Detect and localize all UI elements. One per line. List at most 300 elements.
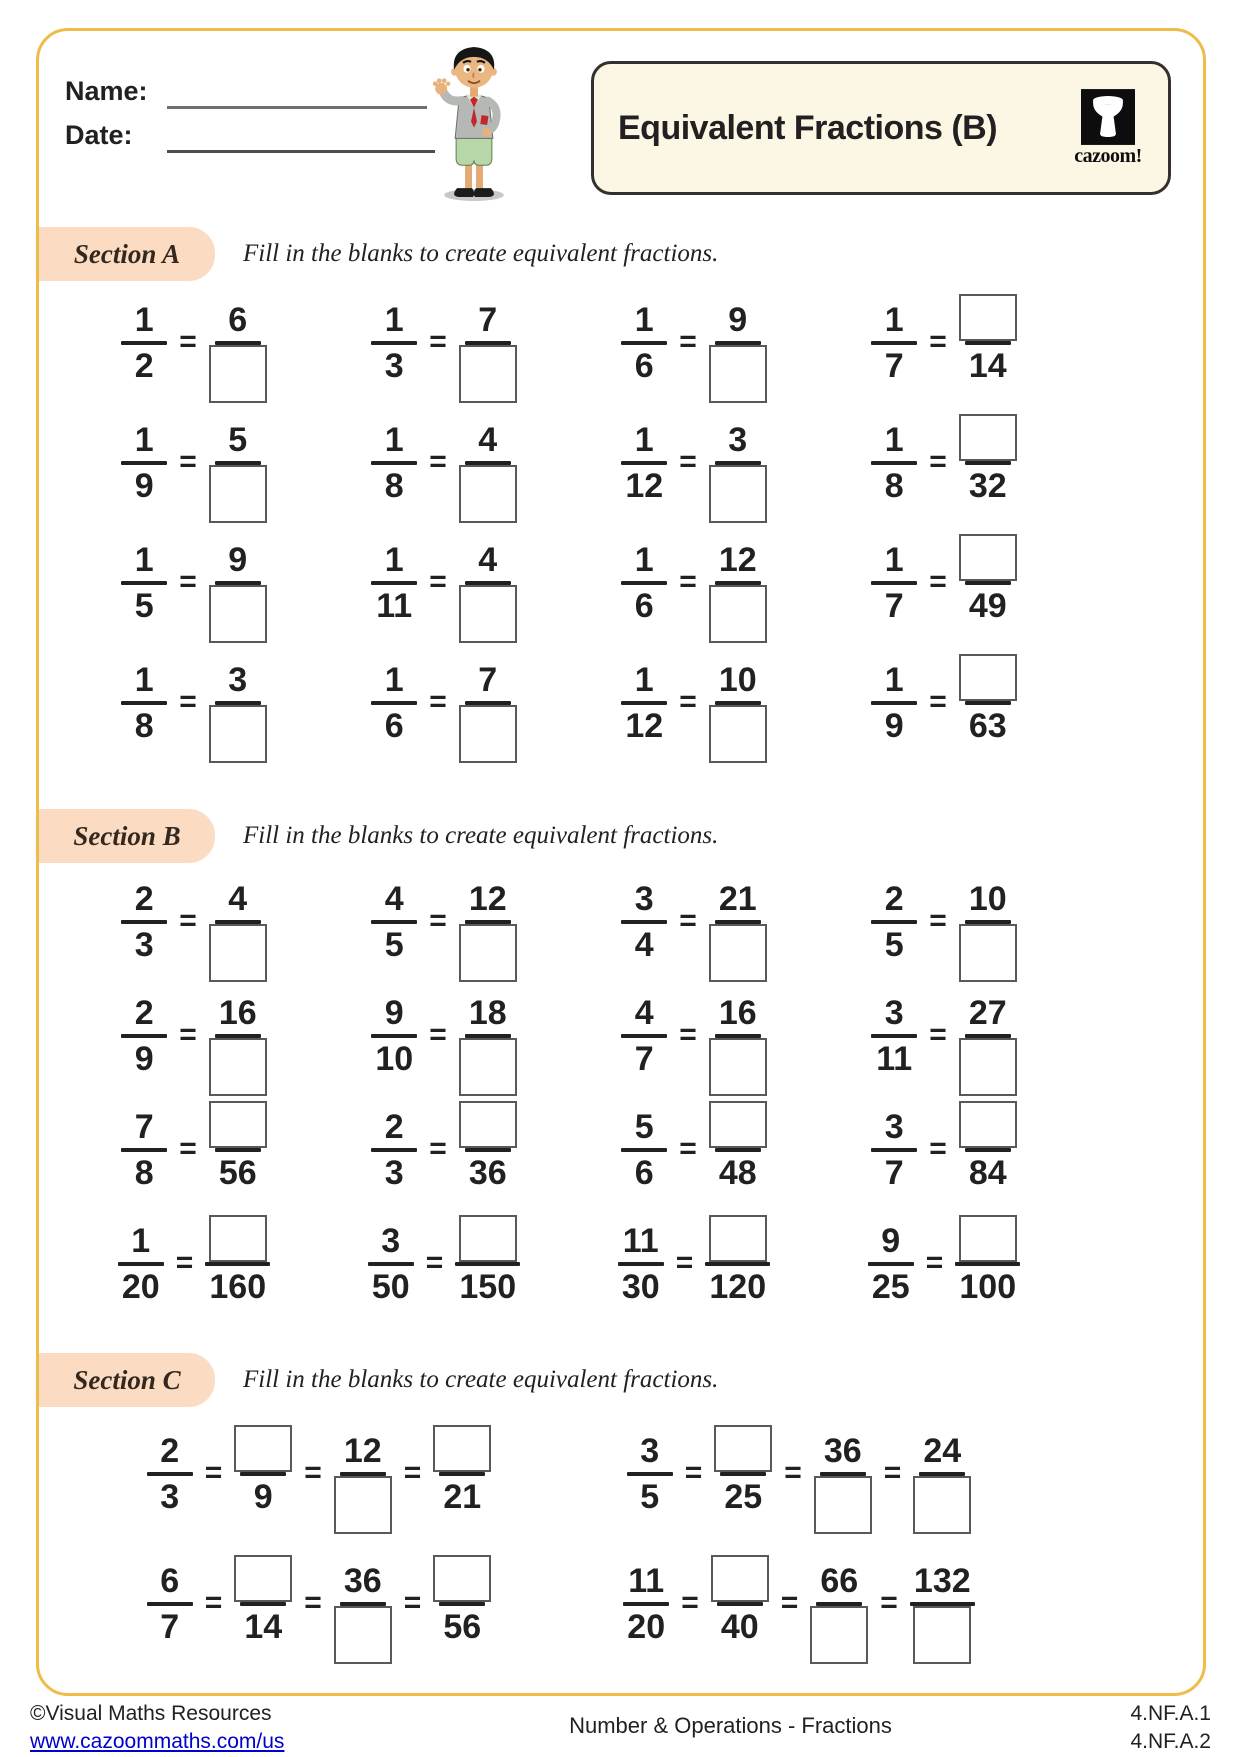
fraction-denominator <box>133 1038 156 1100</box>
fraction <box>121 291 167 407</box>
fraction-number: 7 <box>478 301 498 339</box>
fraction-denominator <box>967 1152 1009 1214</box>
answer-box[interactable] <box>433 1555 491 1602</box>
fraction-denominator <box>638 1476 661 1538</box>
fraction-denominator <box>883 585 906 647</box>
fraction-numerator <box>711 1552 769 1602</box>
fraction-numerator <box>226 291 249 341</box>
fraction-numerator <box>633 1098 656 1148</box>
answer-box[interactable] <box>959 414 1017 461</box>
fraction-denominator <box>967 465 1009 527</box>
answer-box[interactable] <box>709 465 767 523</box>
answer-box[interactable] <box>459 585 517 643</box>
answer-box[interactable] <box>959 654 1017 701</box>
problems-grid <box>79 1415 1203 1675</box>
answer-box[interactable] <box>709 345 767 403</box>
fraction <box>371 984 417 1100</box>
fraction-number: 4 <box>634 926 654 964</box>
fraction-number: 1 <box>134 661 154 699</box>
fraction <box>705 1212 770 1328</box>
fraction <box>871 651 917 767</box>
fraction-number: 6 <box>384 707 404 745</box>
equals-sign: = <box>784 1456 802 1489</box>
worksheet-title: Equivalent Fractions (B) <box>618 108 998 147</box>
equals-sign: = <box>179 685 197 718</box>
answer-box[interactable] <box>334 1476 392 1534</box>
fraction <box>711 1552 769 1668</box>
fraction-number: 11 <box>622 1222 659 1260</box>
fraction-problem <box>319 409 569 529</box>
fraction-denominator <box>625 1606 667 1668</box>
fraction <box>121 1098 167 1214</box>
fraction <box>459 651 517 767</box>
fraction-numerator <box>726 411 749 461</box>
fraction-problem <box>819 985 1069 1099</box>
fraction-numerator <box>626 1552 666 1602</box>
answer-box[interactable] <box>459 465 517 523</box>
fraction <box>709 870 767 986</box>
fraction-numerator <box>234 1422 292 1472</box>
problems-grid <box>69 871 1203 1327</box>
fraction-problem <box>69 409 319 529</box>
answer-box[interactable] <box>959 534 1017 581</box>
fraction-denominator <box>334 1606 392 1668</box>
fraction-number: 5 <box>228 421 248 459</box>
equals-sign: = <box>204 1586 223 1619</box>
equals-sign: = <box>304 1456 322 1489</box>
fraction-number: 40 <box>720 1608 759 1646</box>
equals-sign: = <box>929 685 947 718</box>
fraction-problem <box>819 1099 1069 1213</box>
fraction-numerator <box>921 1422 963 1472</box>
fraction-number: 9 <box>728 301 748 339</box>
answer-box[interactable] <box>234 1555 292 1602</box>
fraction-denominator <box>883 345 906 407</box>
fraction-numerator <box>383 411 406 461</box>
fraction-number: 7 <box>160 1608 180 1646</box>
fraction <box>209 411 267 527</box>
fraction-number: 6 <box>160 1562 180 1600</box>
equals-sign: = <box>681 1586 699 1619</box>
fraction-numerator <box>158 1552 181 1602</box>
fraction-problem <box>319 649 569 769</box>
fraction-number: 160 <box>209 1268 267 1306</box>
fraction-denominator <box>158 1476 181 1538</box>
fraction-problem <box>819 649 1069 769</box>
answer-box[interactable] <box>459 924 517 982</box>
fraction-number: 1 <box>634 661 654 699</box>
fraction-number: 66 <box>820 1562 859 1600</box>
fraction-number: 5 <box>384 926 404 964</box>
equals-sign: = <box>679 904 697 937</box>
name-line[interactable] <box>167 73 427 109</box>
fraction-denominator <box>209 585 267 647</box>
fraction <box>959 870 1017 986</box>
answer-box[interactable] <box>459 345 517 403</box>
date-line[interactable] <box>167 117 435 153</box>
equals-sign: = <box>179 325 197 358</box>
equals-sign: = <box>929 904 947 937</box>
fraction-denominator <box>967 345 1009 407</box>
answer-box[interactable] <box>459 1215 517 1262</box>
fraction-denominator <box>709 585 767 647</box>
answer-box[interactable] <box>209 1215 267 1262</box>
fraction <box>209 870 267 986</box>
fraction-number: 7 <box>884 587 904 625</box>
fraction <box>959 651 1017 767</box>
fraction-number: 4 <box>228 880 248 918</box>
fraction-number: 8 <box>134 1154 154 1192</box>
fraction-numerator <box>133 870 156 920</box>
fraction-problem <box>319 871 569 985</box>
fraction <box>334 1552 392 1668</box>
section-instruction: Fill in the blanks to create equivalent fractions. <box>243 240 719 267</box>
answer-box[interactable] <box>209 1101 267 1148</box>
answer-box[interactable] <box>959 294 1017 341</box>
fraction-numerator <box>133 531 156 581</box>
answer-box[interactable] <box>959 924 1017 982</box>
answer-box[interactable] <box>209 465 267 523</box>
fraction-number: 27 <box>968 994 1007 1032</box>
fraction <box>910 1552 975 1668</box>
answer-box[interactable] <box>714 1425 772 1472</box>
fraction-problem <box>69 985 319 1099</box>
fraction-number: 5 <box>640 1478 660 1516</box>
fraction-problem <box>319 1213 569 1327</box>
section-instruction: Fill in the blanks to create equivalent fractions. <box>243 1366 719 1393</box>
equals-sign: = <box>179 445 197 478</box>
equals-sign: = <box>304 1586 322 1619</box>
fraction-problem <box>569 985 819 1099</box>
fraction <box>209 531 267 647</box>
fraction-numerator <box>226 531 249 581</box>
fraction-number: 8 <box>884 467 904 505</box>
problems-grid <box>69 289 1203 769</box>
answer-box[interactable] <box>209 1038 267 1096</box>
fraction <box>118 1212 164 1328</box>
fraction-numerator <box>383 1098 406 1148</box>
answer-box[interactable] <box>209 705 267 763</box>
fraction-numerator <box>383 651 406 701</box>
fraction-problem <box>819 409 1069 529</box>
fraction-number: 2 <box>134 994 154 1032</box>
equals-sign: = <box>679 685 697 718</box>
standard-code: 4.NF.A.1 <box>1130 1702 1211 1725</box>
fraction-problem <box>69 649 319 769</box>
fraction-number: 9 <box>134 1040 154 1078</box>
answer-box[interactable] <box>234 1425 292 1472</box>
answer-box[interactable] <box>709 1038 767 1096</box>
fraction-number: 3 <box>134 926 154 964</box>
answer-box[interactable] <box>209 345 267 403</box>
fraction-number: 12 <box>625 467 664 505</box>
answer-box[interactable] <box>959 1038 1017 1096</box>
fraction <box>147 1422 193 1538</box>
footer <box>30 1700 1211 1757</box>
fraction-numerator <box>822 1422 864 1472</box>
answer-box[interactable] <box>709 1101 767 1148</box>
fraction-numerator <box>879 1212 902 1262</box>
fraction <box>709 651 767 767</box>
fraction-number: 32 <box>968 467 1007 505</box>
fraction-denominator <box>883 1152 906 1214</box>
fraction-denominator <box>913 1476 971 1538</box>
fraction-number: 1 <box>634 421 654 459</box>
drum-icon <box>1081 89 1135 145</box>
fraction-numerator <box>717 870 759 920</box>
fraction-problem <box>319 289 569 409</box>
fraction <box>433 1422 491 1538</box>
fraction-number: 2 <box>134 347 154 385</box>
fraction-denominator <box>883 465 906 527</box>
fraction-problem <box>69 871 319 985</box>
fraction-denominator <box>383 705 406 767</box>
fraction-denominator <box>623 465 665 527</box>
fraction-number: 56 <box>443 1608 482 1646</box>
fraction-number: 12 <box>718 541 757 579</box>
answer-box[interactable] <box>209 924 267 982</box>
fraction <box>371 531 417 647</box>
fraction-number: 36 <box>343 1562 382 1600</box>
fraction-number: 5 <box>634 1108 654 1146</box>
fraction-denominator <box>209 345 267 407</box>
fraction-denominator <box>967 705 1009 767</box>
fraction-number: 1 <box>884 421 904 459</box>
fraction-numerator <box>133 1098 156 1148</box>
fraction-number: 1 <box>384 661 404 699</box>
fraction-numerator <box>883 531 906 581</box>
fraction-number: 30 <box>621 1268 660 1306</box>
equals-sign: = <box>780 1586 799 1619</box>
fraction-problem <box>319 529 569 649</box>
fraction-problem <box>819 289 1069 409</box>
footer-topic: Number & Operations - Fractions <box>569 1713 892 1738</box>
fraction-denominator <box>133 924 156 986</box>
fraction-numerator <box>633 870 656 920</box>
answer-box[interactable] <box>709 924 767 982</box>
name-row <box>65 65 435 109</box>
fraction-number: 11 <box>628 1562 665 1600</box>
fraction-numerator <box>967 984 1009 1034</box>
fraction <box>371 411 417 527</box>
equals-sign: = <box>929 565 947 598</box>
website-link[interactable]: www.cazoommaths.com/us <box>30 1730 285 1754</box>
fraction-number: 12 <box>468 880 507 918</box>
answer-box[interactable] <box>459 1101 517 1148</box>
fraction-number: 1 <box>134 541 154 579</box>
fraction-denominator <box>441 1606 483 1668</box>
fraction-denominator <box>874 1038 914 1100</box>
fraction-problem <box>559 1415 1039 1545</box>
fraction-numerator <box>383 984 406 1034</box>
section-header <box>39 1353 1203 1407</box>
fraction-numerator <box>959 1212 1017 1262</box>
fraction-denominator <box>242 1606 284 1668</box>
equals-sign: = <box>679 1132 697 1165</box>
fraction-number: 49 <box>968 587 1007 625</box>
fraction-number: 16 <box>718 994 757 1032</box>
equals-sign: = <box>429 445 447 478</box>
fraction-denominator <box>133 585 156 647</box>
fraction <box>334 1422 392 1538</box>
fraction-denominator <box>133 465 156 527</box>
fraction <box>959 984 1017 1100</box>
fraction-number: 24 <box>923 1432 962 1470</box>
equals-sign: = <box>679 1018 697 1051</box>
fraction-problem <box>319 1099 569 1213</box>
fraction-denominator <box>709 705 767 767</box>
fraction-numerator <box>633 651 656 701</box>
fraction-numerator <box>638 1422 661 1472</box>
fraction-problem <box>319 985 569 1099</box>
fraction <box>621 984 667 1100</box>
fraction <box>621 291 667 407</box>
fraction-numerator <box>912 1552 973 1602</box>
fraction-denominator <box>120 1266 162 1328</box>
equals-sign: = <box>429 565 447 598</box>
fraction <box>871 870 917 986</box>
equals-sign: = <box>403 1586 422 1619</box>
answer-box[interactable] <box>959 1101 1017 1148</box>
fraction <box>459 870 517 986</box>
equals-sign: = <box>929 1132 947 1165</box>
fraction-numerator <box>217 984 259 1034</box>
fraction-denominator <box>709 465 767 527</box>
answer-box[interactable] <box>709 1215 767 1262</box>
fraction-problem <box>569 649 819 769</box>
fraction-problem <box>569 1099 819 1213</box>
fraction <box>959 531 1017 647</box>
equals-sign: = <box>684 1456 703 1489</box>
fraction <box>871 291 917 407</box>
fraction-number: 1 <box>884 661 904 699</box>
equals-sign: = <box>179 1132 197 1165</box>
equals-sign: = <box>403 1456 422 1489</box>
fraction-denominator <box>441 1476 483 1538</box>
fraction-numerator <box>476 411 499 461</box>
fraction-denominator <box>633 1038 656 1100</box>
equals-sign: = <box>880 1586 898 1619</box>
answer-box[interactable] <box>913 1476 971 1534</box>
fraction-denominator <box>959 924 1017 986</box>
answer-box[interactable] <box>433 1425 491 1472</box>
fraction-numerator <box>621 1212 661 1262</box>
fraction-problem <box>69 1099 319 1213</box>
fraction-numerator <box>959 1098 1017 1148</box>
fraction-number: 4 <box>478 541 498 579</box>
answer-box[interactable] <box>913 1606 971 1664</box>
fraction-numerator <box>129 1212 152 1262</box>
answer-box[interactable] <box>709 585 767 643</box>
fraction-number: 84 <box>968 1154 1007 1192</box>
fraction-number: 9 <box>881 1222 901 1260</box>
fraction-numerator <box>433 1422 491 1472</box>
fraction-denominator <box>959 1038 1017 1100</box>
fraction-number: 9 <box>253 1478 273 1516</box>
fraction <box>709 531 767 647</box>
equals-sign: = <box>425 1246 444 1279</box>
fraction-number: 16 <box>218 994 257 1032</box>
fraction-denominator <box>459 345 517 407</box>
cazoom-logo <box>1056 89 1160 168</box>
equals-sign: = <box>179 904 197 937</box>
answer-box[interactable] <box>209 585 267 643</box>
fraction-problem <box>569 289 819 409</box>
fraction-problem <box>569 409 819 529</box>
fraction-number: 8 <box>384 467 404 505</box>
answer-box[interactable] <box>810 1606 868 1664</box>
fraction-denominator <box>370 1266 412 1328</box>
fraction-problem <box>79 1415 559 1545</box>
fraction-denominator <box>209 705 267 767</box>
fraction-problem <box>69 1213 319 1327</box>
standard-code: 4.NF.A.2 <box>1130 1730 1211 1754</box>
fraction-numerator <box>133 651 156 701</box>
answer-box[interactable] <box>959 1215 1017 1262</box>
fraction <box>955 1212 1020 1328</box>
answer-box[interactable] <box>814 1476 872 1534</box>
fraction-numerator <box>133 411 156 461</box>
fraction-numerator <box>209 1212 267 1262</box>
fraction-numerator <box>633 531 656 581</box>
fraction-problem <box>569 871 819 985</box>
fraction-numerator <box>717 651 759 701</box>
fraction-number: 100 <box>959 1268 1017 1306</box>
answer-box[interactable] <box>709 705 767 763</box>
fraction-number: 7 <box>884 1154 904 1192</box>
fraction-denominator <box>383 465 406 527</box>
fraction-denominator <box>209 465 267 527</box>
fraction <box>623 1552 669 1668</box>
equals-sign: = <box>883 1456 902 1489</box>
fraction-numerator <box>158 1422 181 1472</box>
fraction-numerator <box>467 984 509 1034</box>
fraction <box>455 1212 520 1328</box>
fraction-number: 1 <box>884 301 904 339</box>
answer-box[interactable] <box>459 1038 517 1096</box>
fraction-denominator <box>883 705 906 767</box>
fraction <box>459 531 517 647</box>
fraction-problem <box>69 529 319 649</box>
fraction-number: 7 <box>478 661 498 699</box>
fraction-number: 25 <box>724 1478 763 1516</box>
fraction-denominator <box>133 1152 156 1214</box>
fraction-numerator <box>818 1552 860 1602</box>
answer-box[interactable] <box>334 1606 392 1664</box>
fraction-denominator <box>633 924 656 986</box>
fraction-denominator <box>633 585 656 647</box>
answer-box[interactable] <box>711 1555 769 1602</box>
fraction-numerator <box>226 411 249 461</box>
fraction-numerator <box>234 1552 292 1602</box>
answer-box[interactable] <box>459 705 517 763</box>
fraction-number: 7 <box>134 1108 154 1146</box>
fraction-number: 6 <box>634 587 654 625</box>
fraction-denominator <box>913 1606 971 1668</box>
fraction-denominator <box>373 1038 415 1100</box>
logo-wordmark: cazoom! <box>1074 144 1142 167</box>
fraction-denominator <box>334 1476 392 1538</box>
fraction-number: 21 <box>718 880 757 918</box>
fraction <box>621 411 667 527</box>
equals-sign: = <box>679 445 697 478</box>
fraction <box>209 651 267 767</box>
fraction-problem <box>79 1545 559 1675</box>
fraction-denominator <box>870 1266 912 1328</box>
fraction-numerator <box>226 870 249 920</box>
fraction-number: 4 <box>478 421 498 459</box>
fraction-number: 3 <box>384 1154 404 1192</box>
